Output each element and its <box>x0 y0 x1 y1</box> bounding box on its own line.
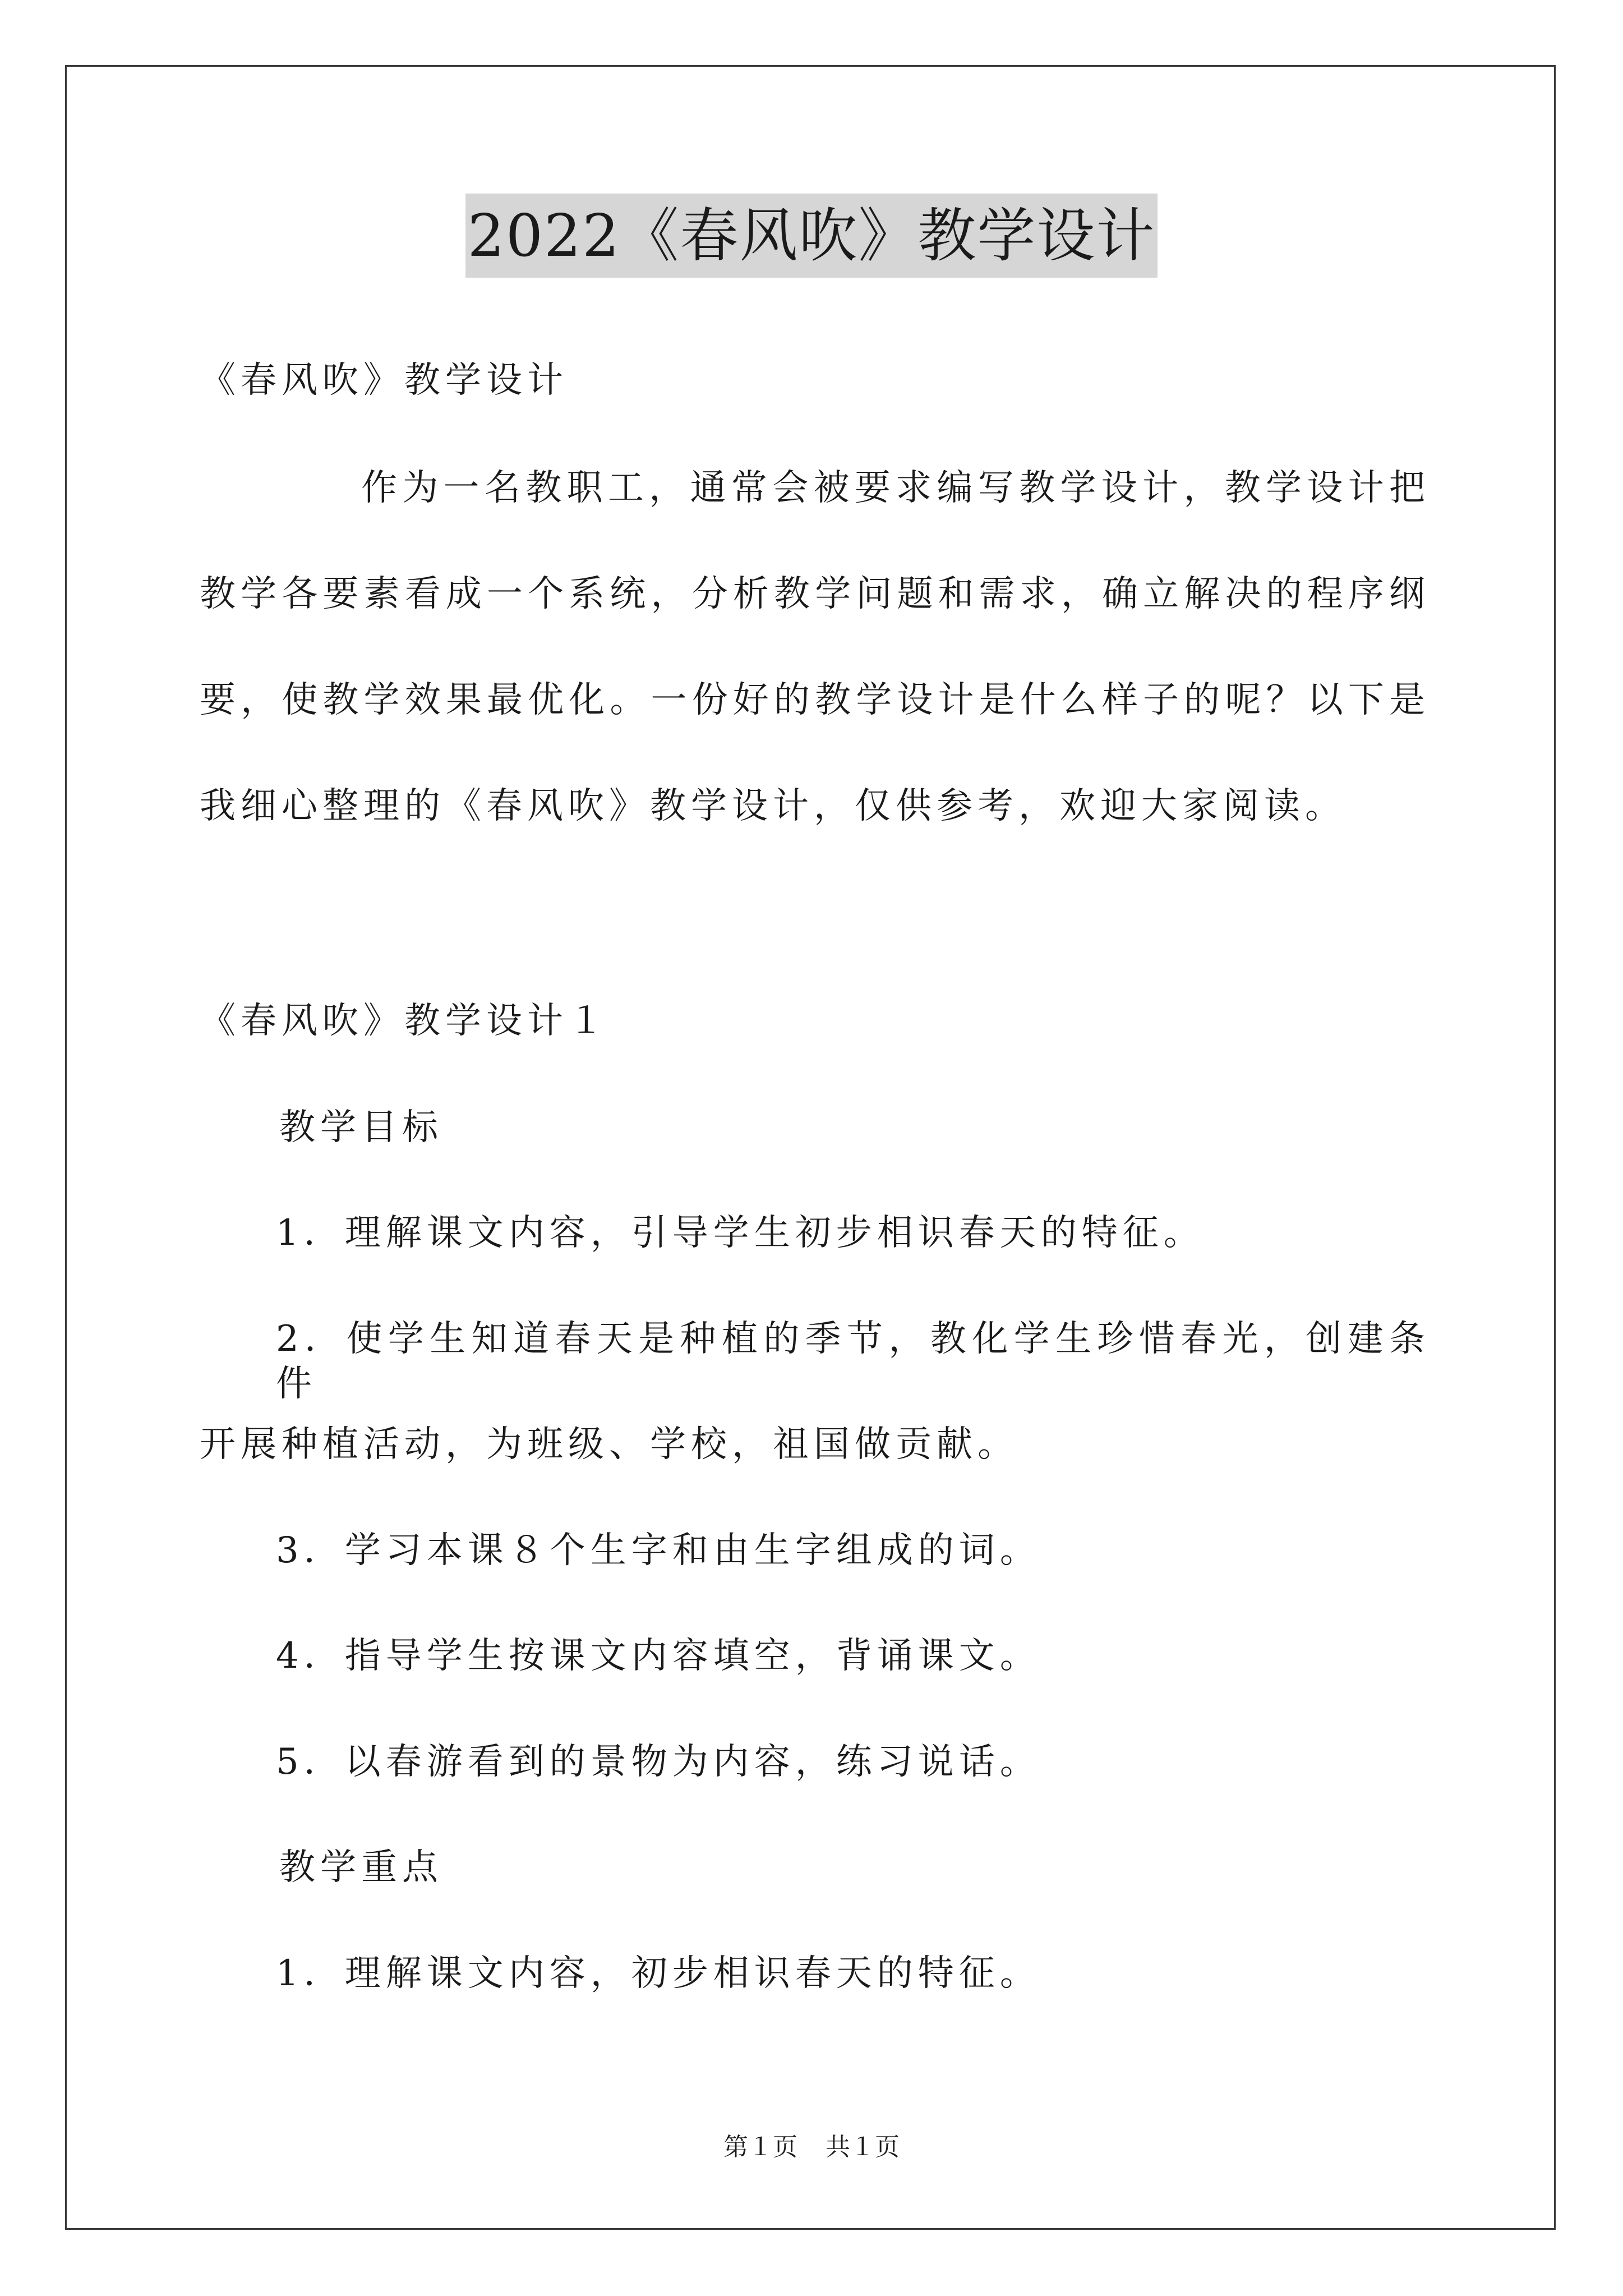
goals-heading: 教学目标 <box>279 1107 443 1148</box>
page-number: 第１页 <box>723 2133 797 2161</box>
document-title: 2022《春风吹》教学设计 <box>465 194 1158 278</box>
intro-line-1: 作为一名教职工，通常会被要求编写教学设计，教学设计把 <box>361 467 1430 509</box>
key-point-item-1: 1．理解课文内容，初步相识春天的特征。 <box>276 1953 1041 1994</box>
intro-line-4: 我细心整理的《春风吹》教学设计，仅供参考，欢迎大家阅读。 <box>200 785 1346 827</box>
title-container <box>0 194 1623 278</box>
goal-item-4: 4．指导学生按课文内容填空，背诵课文。 <box>276 1635 1041 1677</box>
goal-item-1: 1．理解课文内容，引导学生初步相识春天的特征。 <box>276 1212 1205 1254</box>
goal-item-2: 2．使学生知道春天是种植的季节，教化学生珍惜春光，创建条件 <box>276 1318 1430 1405</box>
goal-item-2-continued: 开展种植活动，为班级、学校，祖国做贡献。 <box>200 1424 1018 1465</box>
intro-line-2: 教学各要素看成一个系统，分析教学问题和需求，确立解决的程序纲 <box>200 573 1430 615</box>
intro-line-3: 要，使教学效果最优化。一份好的教学设计是什么样子的呢？以下是 <box>200 679 1430 721</box>
page-footer <box>0 2131 1623 2164</box>
page-total: 共１页 <box>826 2133 900 2161</box>
subtitle: 《春风吹》教学设计 <box>200 360 568 401</box>
section-heading: 《春风吹》教学设计１ <box>200 1000 609 1042</box>
goal-item-3: 3．学习本课８个生字和由生字组成的词。 <box>276 1530 1041 1571</box>
key-points-heading: 教学重点 <box>279 1847 443 1888</box>
goal-item-5: 5．以春游看到的景物为内容，练习说话。 <box>276 1741 1041 1783</box>
